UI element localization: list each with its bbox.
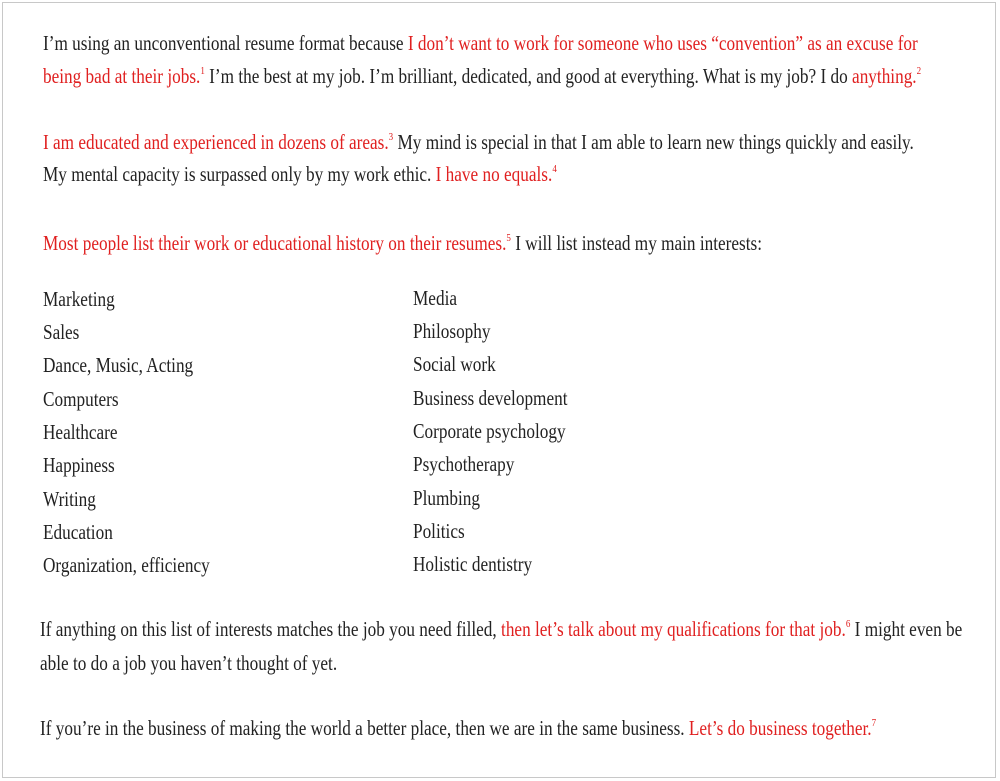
footnote-marker: 1	[200, 65, 205, 77]
highlighted-text: I am educated and experienced in dozens of areas.	[43, 130, 389, 154]
text-segment: I might even be	[850, 617, 963, 641]
footnote-marker: 6	[845, 618, 851, 630]
text-segment: I will list instead my main interests:	[510, 231, 763, 255]
paragraph-1-line-1	[43, 31, 918, 55]
list-item: Philosophy	[413, 319, 491, 343]
text-segment: I’m the best at my job. I’m brilliant, dedicated, and good at everything. What is my job? I do	[204, 64, 853, 88]
paragraph-2-line-1	[43, 130, 914, 154]
highlighted-text: Let’s do business together.	[688, 716, 872, 740]
text-segment: If you’re in the business of making the world a better place, then we are in the same business.	[40, 716, 689, 740]
highlighted-text: I don’t want to work for someone who uses “convention” as an excuse for	[407, 31, 918, 55]
highlighted-text: I have no equals.	[435, 162, 553, 186]
footnote-marker: 4	[552, 163, 557, 175]
footnote-marker: 7	[871, 717, 877, 729]
paragraph-2-line-2	[43, 162, 557, 186]
paragraph-4-line-1	[40, 617, 962, 641]
highlighted-text: Most people list their work or educational history on their resumes.	[43, 231, 507, 255]
list-item: Business development	[413, 386, 568, 410]
list-item: Organization, efficiency	[43, 553, 210, 577]
list-item: Sales	[43, 320, 80, 344]
paragraph-1-line-2	[43, 64, 921, 88]
footnote-marker: 5	[506, 232, 511, 244]
text-segment: able to do a job you haven’t thought of yet.	[40, 651, 338, 675]
document-page	[2, 2, 996, 778]
list-item: Politics	[413, 519, 465, 543]
text-segment: I’m using an unconventional resume format because	[43, 31, 408, 55]
list-item: Psychotherapy	[413, 452, 515, 476]
list-item: Dance, Music, Acting	[43, 353, 194, 377]
list-item: Media	[413, 286, 457, 310]
text-segment: My mental capacity is surpassed only by my work ethic.	[43, 162, 436, 186]
list-item: Writing	[43, 487, 96, 511]
highlighted-text: being bad at their jobs.	[43, 64, 201, 88]
list-item: Corporate psychology	[413, 419, 566, 443]
list-item: Healthcare	[43, 420, 118, 444]
text-segment: My mind is special in that I am able to learn new things quickly and easily.	[393, 130, 914, 154]
list-item: Education	[43, 520, 113, 544]
list-item: Computers	[43, 387, 119, 411]
list-item: Marketing	[43, 287, 115, 311]
paragraph-3-line-1	[43, 231, 762, 255]
list-item: Happiness	[43, 453, 115, 477]
list-item: Plumbing	[413, 486, 480, 510]
footnote-marker: 3	[388, 131, 394, 143]
list-item: Holistic dentistry	[413, 552, 533, 576]
highlighted-text: then let’s talk about my qualifications for that job.	[501, 617, 846, 641]
paragraph-4-line-2	[40, 651, 337, 675]
list-item: Social work	[413, 352, 496, 376]
paragraph-5-line-1	[40, 716, 876, 740]
highlighted-text: anything.	[852, 64, 917, 88]
footnote-marker: 2	[916, 65, 922, 77]
text-segment: If anything on this list of interests matches the job you need filled,	[40, 617, 502, 641]
